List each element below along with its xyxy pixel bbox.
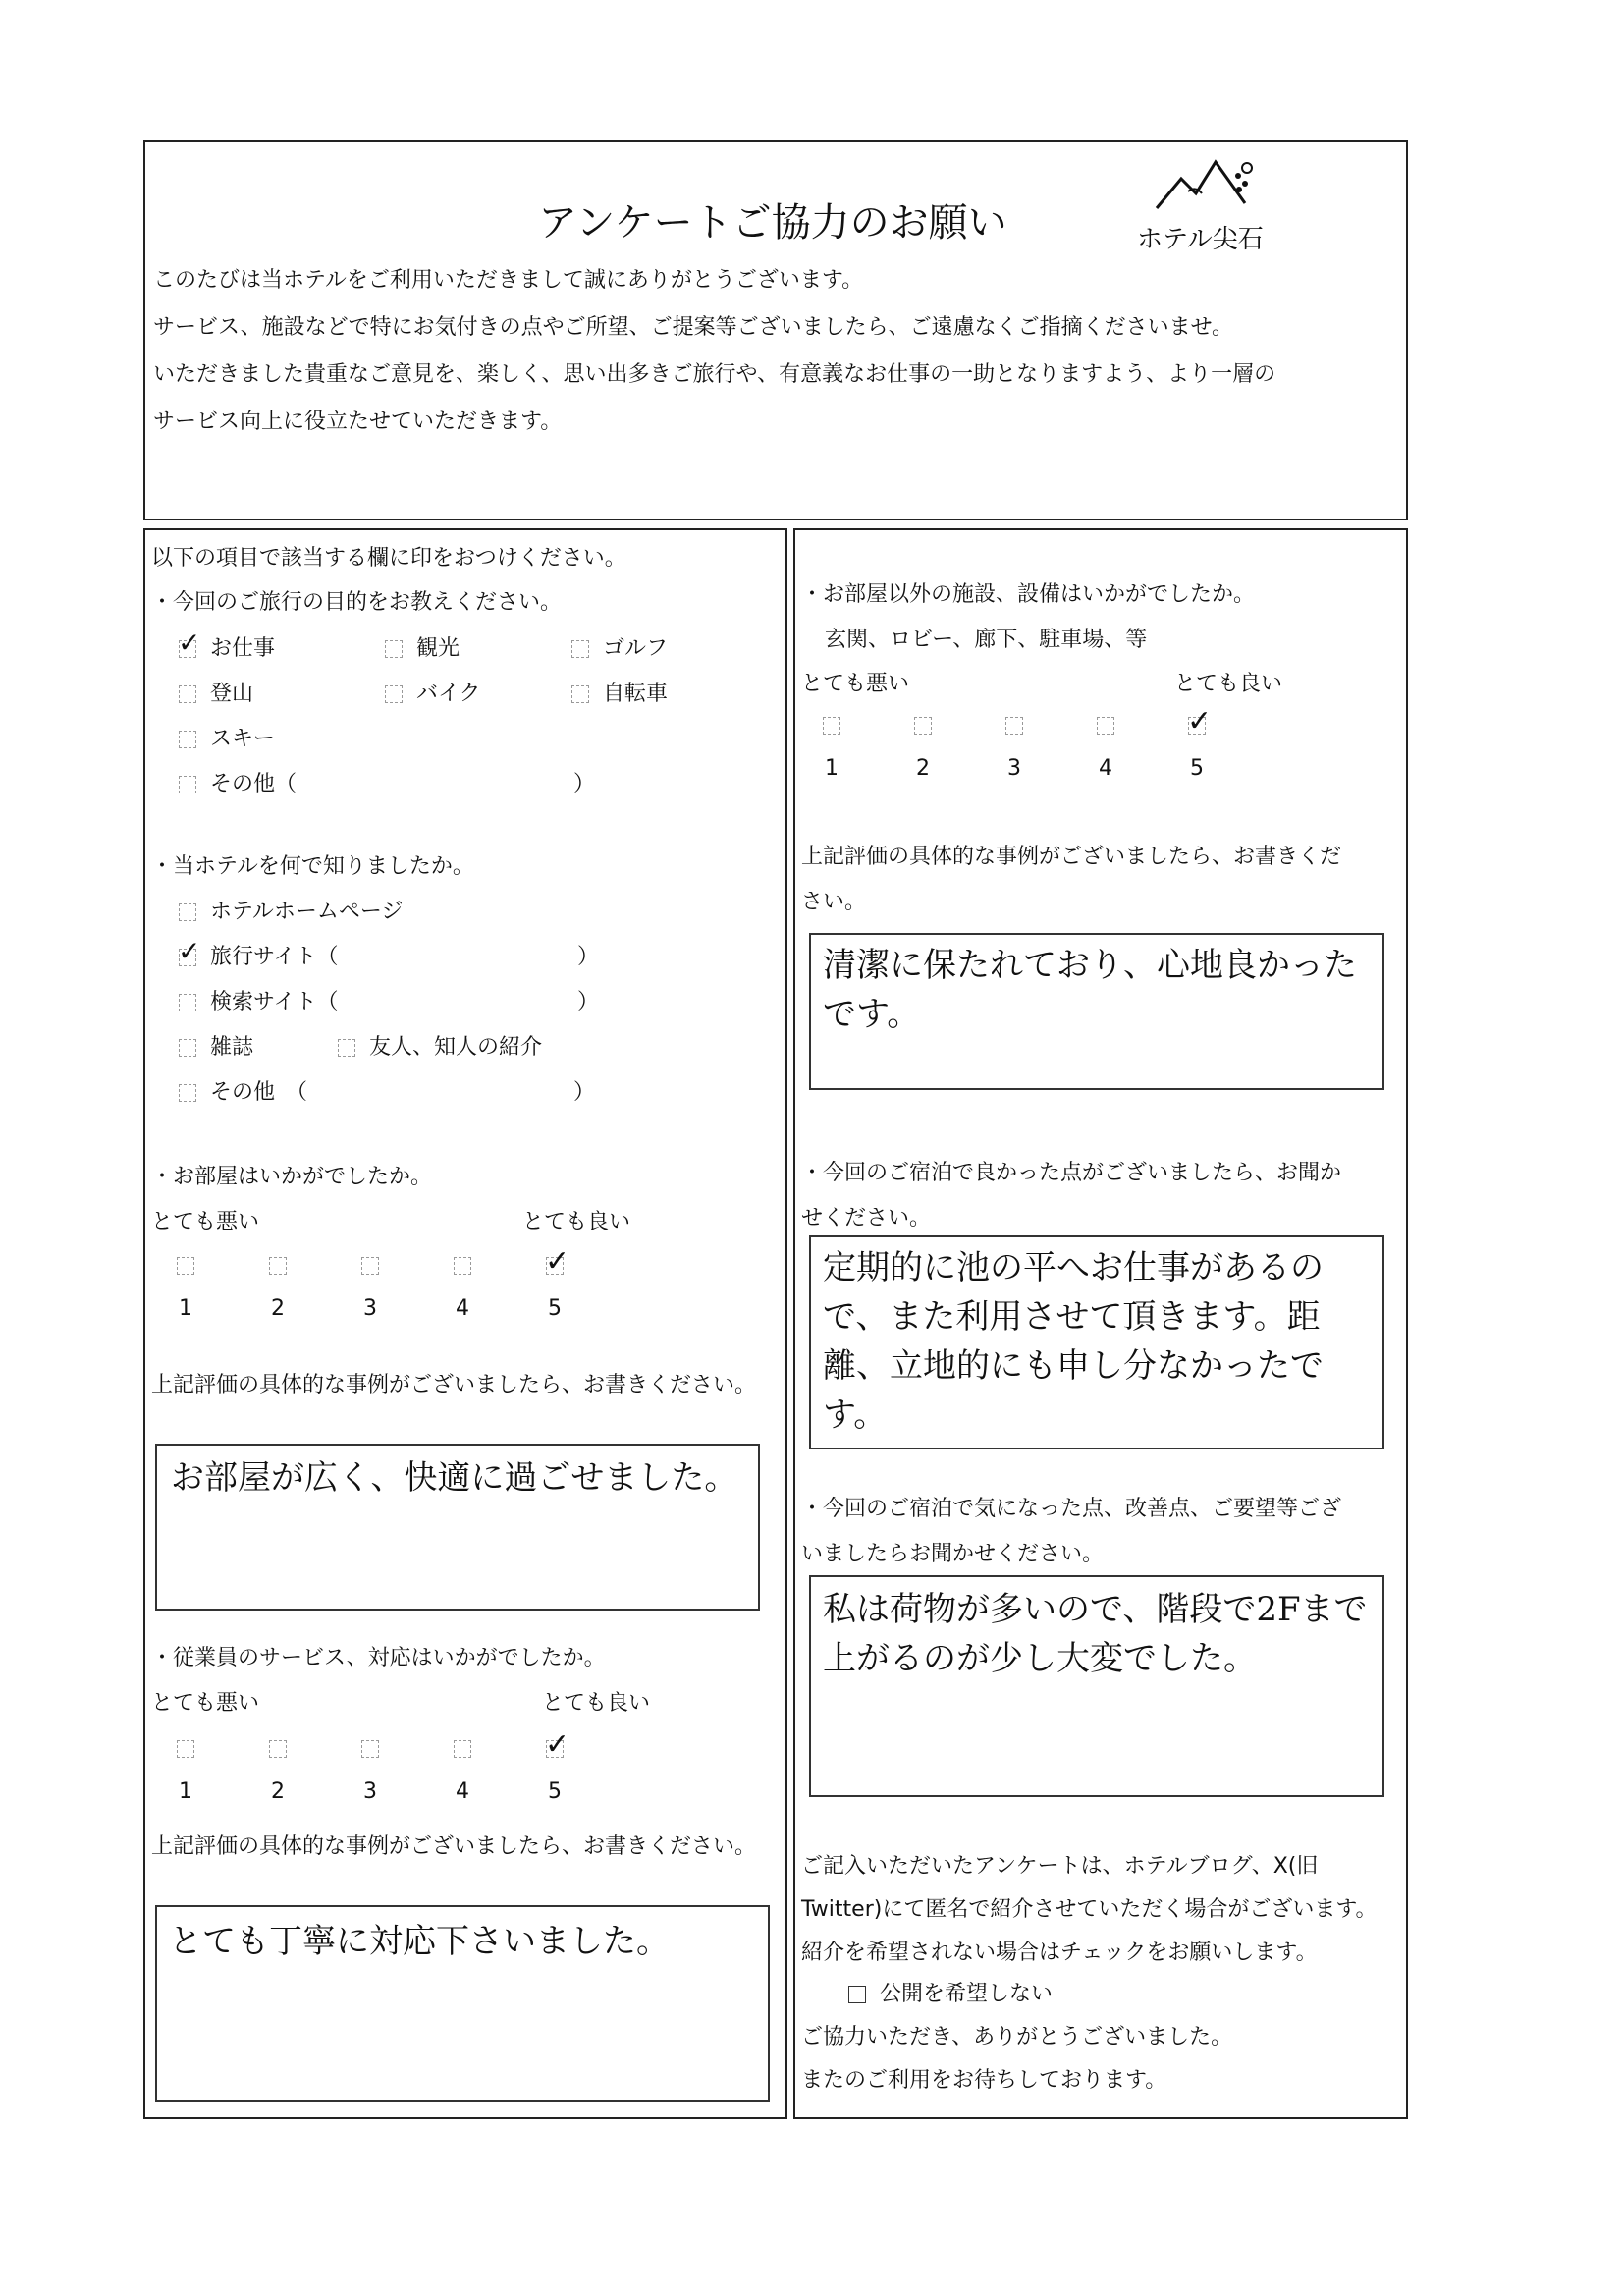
hotel-logo (1137, 154, 1284, 262)
option-label: ゴルフ (603, 636, 669, 661)
facility-good-label: とても良い (1174, 672, 1283, 696)
improve-q2: いましたらお聞かせください。 (801, 1542, 1105, 1566)
rating-checkbox-3[interactable] (361, 1257, 379, 1275)
purpose-golf[interactable] (571, 638, 668, 660)
room-bad-label: とても悪い (151, 1210, 260, 1234)
source-search-site[interactable] (179, 992, 338, 1013)
notice-line-2: Twitter)にて匿名で紹介させていただく場合がございます。 (801, 1897, 1378, 1922)
rating-checkbox-2[interactable] (269, 1740, 287, 1758)
option-label: 旅行サイト（ (210, 945, 339, 969)
option-label: その他 （ (210, 1080, 308, 1105)
rating-number: 2 (271, 1296, 285, 1321)
rating-number: 1 (825, 756, 839, 781)
rating-checkbox-2[interactable] (269, 1257, 287, 1275)
checkbox[interactable] (179, 903, 196, 921)
rating-number: 5 (1190, 756, 1204, 781)
rating-checkbox-4[interactable] (454, 1740, 471, 1758)
instruction: 以下の項目で該当する欄に印をおつけください。 (151, 546, 626, 571)
staff-answer-text: とても丁寧に対応下さいました。 (169, 1922, 670, 1961)
staff-good-label: とても良い (542, 1691, 651, 1716)
purpose-other[interactable] (179, 774, 297, 795)
checkbox[interactable] (179, 685, 196, 703)
rating-number: 2 (271, 1779, 285, 1804)
checkbox[interactable] (385, 640, 403, 658)
purpose-bike[interactable] (385, 683, 481, 705)
rating-checkbox-4[interactable] (1097, 717, 1114, 735)
facility-answer-text: 清潔に保たれており、心地良かったです。 (823, 946, 1357, 1034)
rating-checkbox-5[interactable] (546, 1740, 564, 1758)
improve-answer-text: 私は荷物が多いので、階段で2Fまで上がるのが少し大変でした。 (823, 1590, 1368, 1678)
good-point-q2: せください。 (801, 1206, 932, 1230)
rating-number: 1 (179, 1779, 192, 1804)
notice-line-3: 紹介を希望されない場合はチェックをお願いします。 (801, 1941, 1318, 1965)
rating-checkbox-2[interactable] (914, 717, 932, 735)
staff-bad-label: とても悪い (151, 1691, 260, 1716)
source-search-close: ） (577, 990, 600, 1014)
facility-bad-label: とても悪い (801, 672, 910, 696)
rating-number: 3 (1007, 756, 1021, 781)
rating-checkbox-4[interactable] (454, 1257, 471, 1275)
purpose-other-close: ） (573, 772, 596, 796)
room-good-label: とても良い (522, 1210, 631, 1234)
checkbox[interactable] (179, 949, 196, 966)
facility-examples: 玄関、ロビー、廊下、駐車場、等 (825, 628, 1148, 652)
option-label: スキー (210, 727, 276, 751)
source-homepage[interactable] (179, 902, 403, 923)
rating-number: 1 (179, 1296, 192, 1321)
right-column (793, 528, 1408, 2119)
rating-checkbox-5[interactable] (546, 1257, 564, 1275)
facility-answer-box[interactable] (809, 933, 1384, 1090)
option-label: 登山 (210, 682, 254, 706)
rating-number: 3 (363, 1779, 377, 1804)
thanks-line-1: ご協力いただき、ありがとうございました。 (801, 2025, 1233, 2050)
improve-q1: ・今回のご宿泊で気になった点、改善点、ご要望等ござ (801, 1497, 1342, 1521)
mountain-logo-icon (1137, 154, 1284, 213)
staff-detail-question: 上記評価の具体的な事例がございましたら、お書きください。 (151, 1834, 757, 1859)
rating-number: 4 (1099, 756, 1112, 781)
intro-line-3: いただきました貴重なご意見を、楽しく、思い出多きご旅行や、有意義なお仕事の一助となりますよう、より一層の (153, 362, 1276, 387)
rating-number: 3 (363, 1296, 377, 1321)
option-label: 雑誌 (210, 1035, 254, 1060)
left-column (143, 528, 787, 2119)
rating-checkbox-3[interactable] (1005, 717, 1023, 735)
option-label: 検索サイト（ (210, 990, 339, 1014)
rating-number: 2 (916, 756, 930, 781)
intro-line-1: このたびは当ホテルをご利用いただきまして誠にありがとうございます。 (153, 268, 864, 293)
room-question: ・お部屋はいかがでしたか。 (151, 1165, 433, 1189)
checkbox[interactable] (179, 994, 196, 1011)
intro-line-2: サービス、施設などで特にお気付きの点やご所望、ご提案等ございましたら、ご遠慮なくご指摘くださいませ。 (153, 315, 1234, 340)
rating-checkbox-1[interactable] (823, 717, 840, 735)
checkbox[interactable] (179, 640, 196, 658)
source-travel-close: ） (577, 945, 600, 969)
staff-answer-box[interactable] (155, 1905, 770, 2102)
purpose-bicycle[interactable] (571, 683, 668, 705)
notice-line-1: ご記入いただいたアンケートは、ホテルブログ、X(旧 (801, 1854, 1319, 1879)
rating-number: 4 (456, 1296, 469, 1321)
no-publish-option[interactable] (848, 1984, 1053, 2005)
source-other[interactable] (179, 1082, 307, 1104)
hotel-name: ホテル尖石 (1137, 225, 1264, 254)
purpose-sightseeing[interactable] (385, 638, 460, 660)
source-magazine[interactable] (179, 1037, 253, 1059)
checkbox[interactable] (571, 685, 589, 703)
checkbox[interactable] (848, 1986, 866, 2003)
staff-question: ・従業員のサービス、対応はいかがでしたか。 (151, 1646, 606, 1670)
checkbox[interactable] (179, 731, 196, 748)
purpose-ski[interactable] (179, 729, 275, 750)
rating-checkbox-5[interactable] (1188, 717, 1206, 735)
rating-checkbox-1[interactable] (177, 1257, 194, 1275)
rating-number: 4 (456, 1779, 469, 1804)
option-label: 公開を希望しない (880, 1982, 1054, 2006)
rating-checkbox-1[interactable] (177, 1740, 194, 1758)
checkbox[interactable] (338, 1039, 355, 1057)
good-point-answer-text: 定期的に池の平へお仕事があるので、また利用させて頂きます。距離、立地的にも申し分なかったです。 (823, 1248, 1324, 1435)
source-question: ・当ホテルを何で知りましたか。 (151, 854, 474, 879)
improve-answer-box[interactable] (809, 1575, 1384, 1797)
facility-detail-q1: 上記評価の具体的な事例がございましたら、お書きくだ (801, 845, 1342, 869)
option-label: ホテルホームページ (210, 900, 404, 924)
room-detail-question: 上記評価の具体的な事例がございましたら、お書きください。 (151, 1373, 757, 1397)
option-label: 自転車 (603, 682, 669, 706)
checkbox[interactable] (571, 640, 589, 658)
rating-checkbox-3[interactable] (361, 1740, 379, 1758)
purpose-climbing[interactable] (179, 683, 253, 705)
room-answer-box[interactable] (155, 1444, 760, 1611)
facility-question: ・お部屋以外の施設、設備はいかがでしたか。 (801, 582, 1256, 607)
rating-number: 5 (548, 1779, 562, 1804)
room-answer-text: お部屋が広く、快適に過ごせました。 (171, 1458, 738, 1498)
option-label: バイク (416, 682, 481, 706)
intro-line-4: サービス向上に役立たせていただきます。 (153, 410, 563, 434)
good-point-q1: ・今回のご宿泊で良かった点がございましたら、お聞か (801, 1161, 1342, 1185)
checkbox[interactable] (179, 1039, 196, 1057)
option-label: 友人、知人の紹介 (369, 1035, 543, 1060)
page-title: アンケートご協力のお願い (538, 200, 1007, 246)
good-point-answer-box[interactable] (809, 1235, 1384, 1449)
checkbox[interactable] (385, 685, 403, 703)
source-friends[interactable] (338, 1037, 542, 1059)
rating-number: 5 (548, 1296, 562, 1321)
purpose-question: ・今回のご旅行の目的をお教えください。 (151, 590, 563, 615)
source-travel-site[interactable] (179, 947, 338, 968)
option-label: お仕事 (210, 636, 276, 661)
option-label: 観光 (416, 636, 460, 661)
facility-detail-q2: さい。 (801, 890, 867, 914)
purpose-work[interactable] (179, 638, 275, 660)
source-other-close: ） (573, 1080, 596, 1105)
checkbox[interactable] (179, 776, 196, 793)
header-box (143, 140, 1408, 520)
checkbox[interactable] (179, 1084, 196, 1102)
thanks-line-2: またのご利用をお待ちしております。 (801, 2068, 1167, 2093)
option-label: その他（ (210, 772, 298, 796)
